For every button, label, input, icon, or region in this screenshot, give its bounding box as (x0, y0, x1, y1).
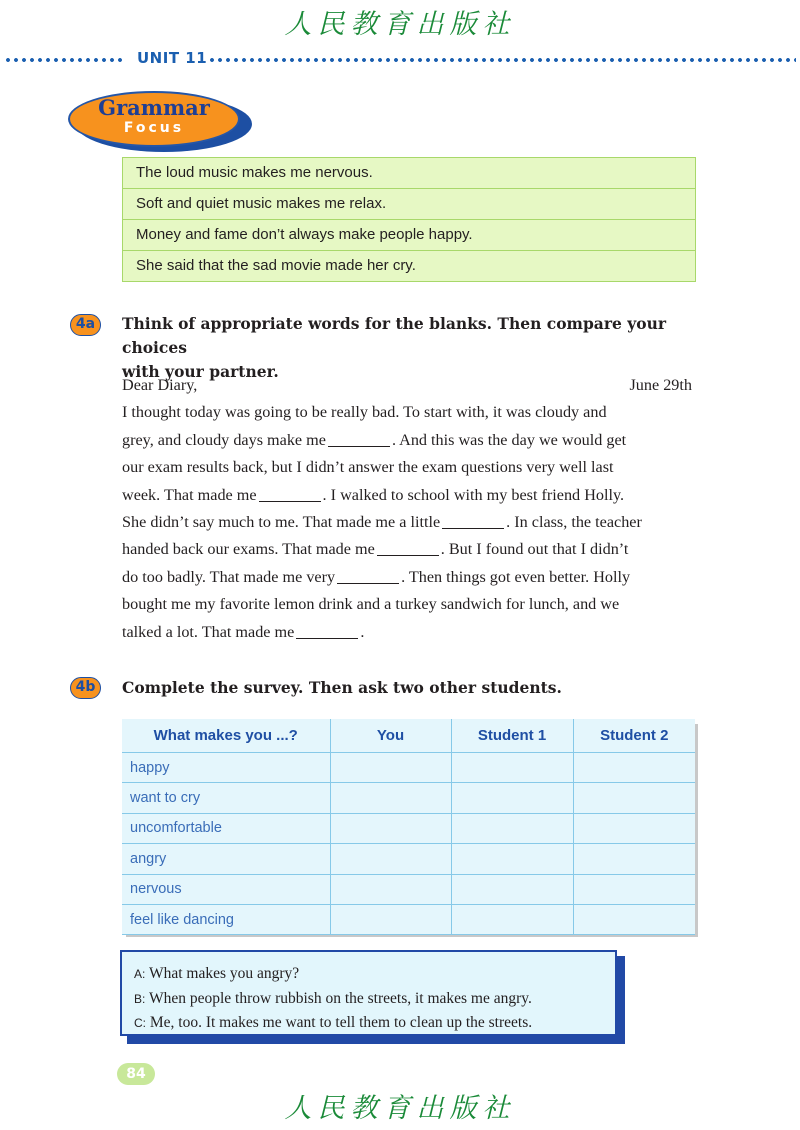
survey-cell[interactable] (573, 783, 695, 813)
answer-blank[interactable] (328, 430, 390, 447)
exercise-4a-label: 4a (70, 314, 101, 336)
survey-row (122, 874, 695, 904)
diary-line: handed back our exams. That made me . But I found out that I didn’t (122, 540, 629, 559)
survey-cell[interactable] (451, 753, 573, 783)
diary-line: bought me my favorite lemon drink and a turkey sandwich for lunch, and we (122, 595, 620, 614)
publisher-logo-top: 人民教育出版社 (284, 9, 516, 40)
diary-header (122, 372, 692, 399)
answer-blank[interactable] (259, 484, 321, 501)
grammar-row: Soft and quiet music makes me relax. (122, 189, 696, 220)
survey-cell[interactable] (573, 904, 695, 934)
page-number: 84 (117, 1063, 155, 1085)
dialogue-line (134, 962, 615, 987)
survey-cell[interactable] (330, 844, 451, 874)
exercise-4b-instruction: Complete the survey. Then ask two other students. (122, 678, 562, 697)
survey-row-label: happy (122, 753, 330, 783)
dialogue-box (120, 950, 617, 1036)
survey-cell[interactable] (451, 813, 573, 843)
survey-cell[interactable] (330, 813, 451, 843)
answer-blank[interactable] (442, 512, 504, 529)
diary-line: week. That made me . I walked to school with my best friend Holly. (122, 485, 625, 504)
publisher-logo-bottom: 人民教育出版社 (284, 1093, 516, 1124)
survey-row-label: want to cry (122, 783, 330, 813)
survey-cell[interactable] (573, 844, 695, 874)
grammar-row: She said that the sad movie made her cry. (122, 251, 696, 282)
survey-cell[interactable] (573, 813, 695, 843)
dialogue-text: What makes you angry? (148, 965, 300, 982)
survey-cell[interactable] (330, 874, 451, 904)
survey-row-label: nervous (122, 874, 330, 904)
diary-salutation: Dear Diary, (122, 376, 198, 394)
badge-title: Grammar (98, 95, 210, 120)
survey-column-header: What makes you ...? (122, 719, 330, 753)
answer-blank[interactable] (296, 621, 358, 638)
dialogue-text: Me, too. It makes me want to tell them to clean up the streets. (149, 1014, 533, 1031)
survey-row (122, 844, 695, 874)
dialogue-line (134, 987, 615, 1012)
answer-blank[interactable] (337, 567, 399, 584)
survey-header-row (122, 719, 695, 753)
survey-cell[interactable] (573, 753, 695, 783)
unit-title: UNIT 11 (137, 49, 208, 67)
speaker-label: A: (134, 967, 146, 981)
survey-row (122, 904, 695, 934)
diary-line: I thought today was going to be really bad. To start with, it was cloudy and (122, 403, 607, 422)
survey-cell[interactable] (330, 753, 451, 783)
survey-cell[interactable] (451, 844, 573, 874)
survey-column-header: You (330, 719, 451, 753)
survey-cell[interactable] (330, 783, 451, 813)
grammar-focus-badge (68, 91, 240, 147)
survey-cell[interactable] (451, 783, 573, 813)
instruction-line: Think of appropriate words for the blanks. Then compare your choices (122, 314, 667, 357)
survey-cell[interactable] (573, 874, 695, 904)
survey-column-header: Student 1 (451, 719, 573, 753)
answer-blank[interactable] (377, 539, 439, 556)
survey-cell[interactable] (451, 904, 573, 934)
instruction-line: with your partner. (122, 362, 279, 381)
grammar-focus-table (122, 157, 696, 282)
diary-line: She didn’t say much to me. That made me a little . In class, the teacher (122, 513, 642, 532)
diary-line: talked a lot. That made me . (122, 622, 365, 641)
survey-cell[interactable] (451, 874, 573, 904)
survey-row (122, 813, 695, 843)
diary-date: June 29th (629, 376, 692, 394)
speaker-label: C: (134, 1016, 146, 1030)
speaker-label: B: (134, 991, 146, 1006)
header-dots-left (4, 58, 126, 62)
dialogue-line (134, 1011, 615, 1036)
survey-row (122, 753, 695, 783)
survey-row (122, 783, 695, 813)
survey-table (122, 719, 695, 935)
exercise-4b-label: 4b (70, 677, 101, 699)
survey-column-header: Student 2 (573, 719, 695, 753)
dialogue-text: When people throw rubbish on the streets, it makes me angry. (148, 989, 532, 1007)
diary-line: do too badly. That made me very . Then things got even better. Holly (122, 567, 631, 586)
grammar-row: The loud music makes me nervous. (122, 158, 696, 189)
survey-row-label: uncomfortable (122, 813, 330, 843)
survey-row-label: feel like dancing (122, 904, 330, 934)
header-dots-right (208, 58, 796, 62)
diary-text (122, 372, 692, 646)
survey-row-label: angry (122, 844, 330, 874)
grammar-row: Money and fame don’t always make people happy. (122, 220, 696, 251)
diary-line: our exam results back, but I didn’t answer the exam questions very well last (122, 458, 614, 477)
survey-cell[interactable] (330, 904, 451, 934)
badge-subtitle: Focus (123, 120, 185, 136)
diary-line: grey, and cloudy days make me . And this was the day we would get (122, 430, 627, 449)
